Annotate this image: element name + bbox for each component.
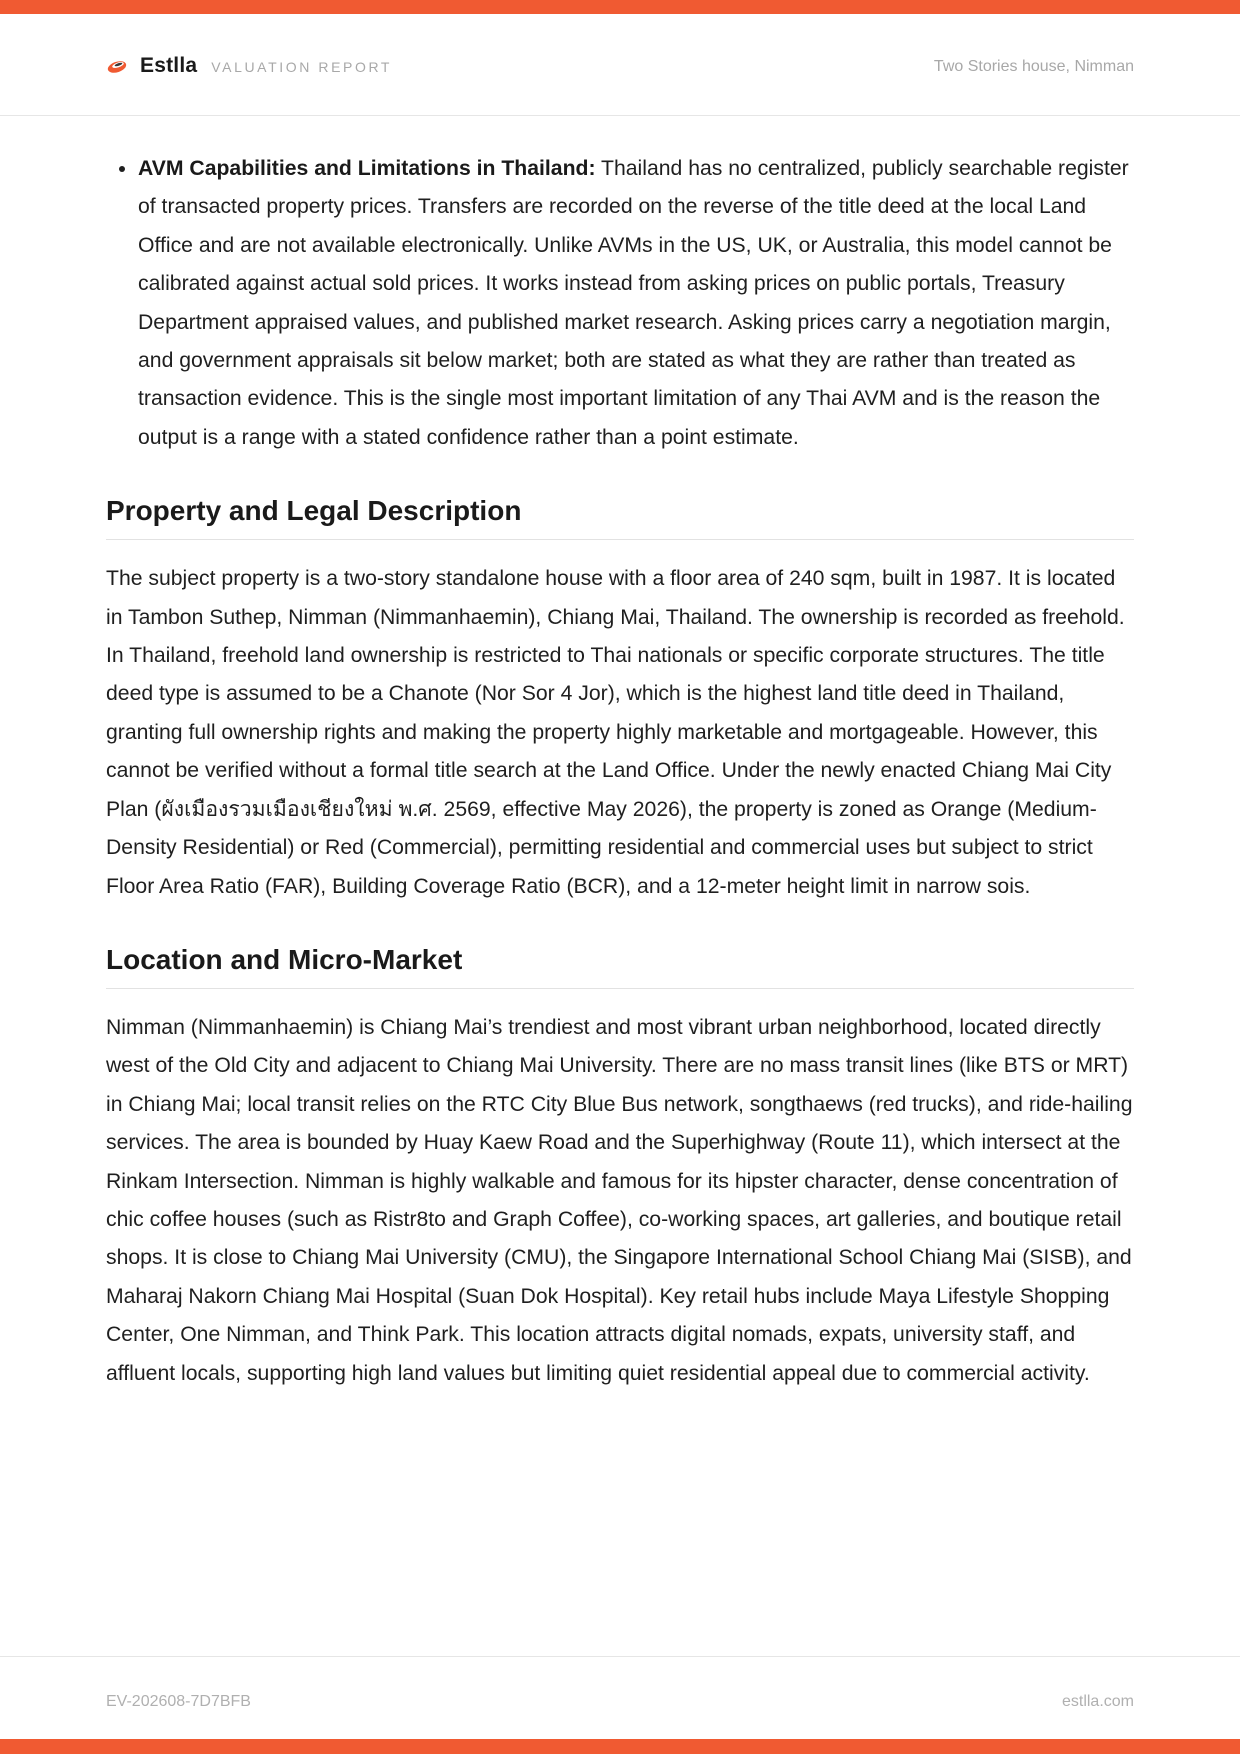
avm-bullet-label: AVM Capabilities and Limitations in Thailand: [138, 157, 596, 180]
bottom-accent-bar [0, 1739, 1240, 1754]
website-link[interactable]: estlla.com [1061, 1693, 1134, 1710]
top-accent-bar [0, 0, 1240, 14]
section-heading: Location and Micro-Market [106, 944, 1134, 989]
section-location-market [106, 944, 1134, 1393]
page-footer [0, 1656, 1240, 1739]
property-title: Two Stories house, Nimman [933, 58, 1134, 75]
brand [106, 54, 392, 78]
section-heading: Property and Legal Description [106, 495, 1134, 540]
report-type-label: VALUATION REPORT [211, 59, 393, 75]
estlla-logo-icon [106, 57, 128, 75]
report-id: EV-202608-7D7BFB [106, 1693, 251, 1710]
section-property-legal [106, 495, 1134, 906]
avm-bullet-text: Thailand has no centralized, publicly searchable register of transacted property prices. Transfers are recorded on the reverse of the title deed at the local Land Office and are not available electronically. Unlike AVMs in the US, UK, or Australia, this model cannot be calibrated against actual sold prices. It works instead from asking prices on public portals, Treasury Department appraised values, and published market research. Asking prices carry a negotiation margin, and government appraisals sit below market; both are stated as what they are rather than treated as transaction evidence. This is the single most important limitation of any Thai AVM and is the reason the output is a range with a stated confidence rather than a point estimate. [138, 157, 1129, 449]
report-content [106, 150, 1134, 1393]
list-item [138, 150, 1134, 457]
section-paragraph: Nimman (Nimmanhaemin) is Chiang Mai’s trendiest and most vibrant urban neighborhood, located directly west of the Old City and adjacent to Chiang Mai University. There are no mass transit lines (like BTS or MRT) in Chiang Mai; local transit relies on the RTC City Blue Bus network, songthaews (red trucks), and ride-hailing services. The area is bounded by Huay Kaew Road and the Superhighway (Route 11), which intersect at the Rinkam Intersection. Nimman is highly walkable and famous for its hipster character, dense concentration of chic coffee houses (such as Ristr8to and Graph Coffee), co-working spaces, art galleries, and boutique retail shops. It is close to Chiang Mai University (CMU), the Singapore International School Chiang Mai (SISB), and Maharaj Nakorn Chiang Mai Hospital (Suan Dok Hospital). Key retail hubs include Maya Lifestyle Shopping Center, One Nimman, and Think Park. This location attracts digital nomads, expats, university staff, and affluent locals, supporting high land values but limiting quiet residential appeal due to commercial activity. [106, 1015, 1133, 1385]
page-header [0, 14, 1240, 116]
section-paragraph: The subject property is a two-story standalone house with a floor area of 240 sqm, built in 1987. It is located in Tambon Suthep, Nimman (Nimmanhaemin), Chiang Mai, Thailand. The ownership is recorded as freehold. In Thailand, freehold land ownership is restricted to Thai nationals or specific corporate structures. The title deed type is assumed to be a Chanote (Nor Sor 4 Jor), which is the highest land title deed in Thailand, granting full ownership rights and making the property highly marketable and mortgageable. However, this cannot be verified without a formal title search at the Land Office. Under the newly enacted Chiang Mai City Plan (ผังเมืองรวมเมืองเชียงใหม่ พ.ศ. 2569, effective May 2026), the property is zoned as Orange (Medium-Density Residential) or Red (Commercial), permitting residential and commercial uses but subject to strict Floor Area Ratio (FAR), Building Coverage Ratio (BCR), and a 12-meter height limit in narrow sois. [106, 567, 1125, 898]
brand-name: Estlla [140, 54, 198, 77]
avm-bullet-list [106, 150, 1134, 457]
